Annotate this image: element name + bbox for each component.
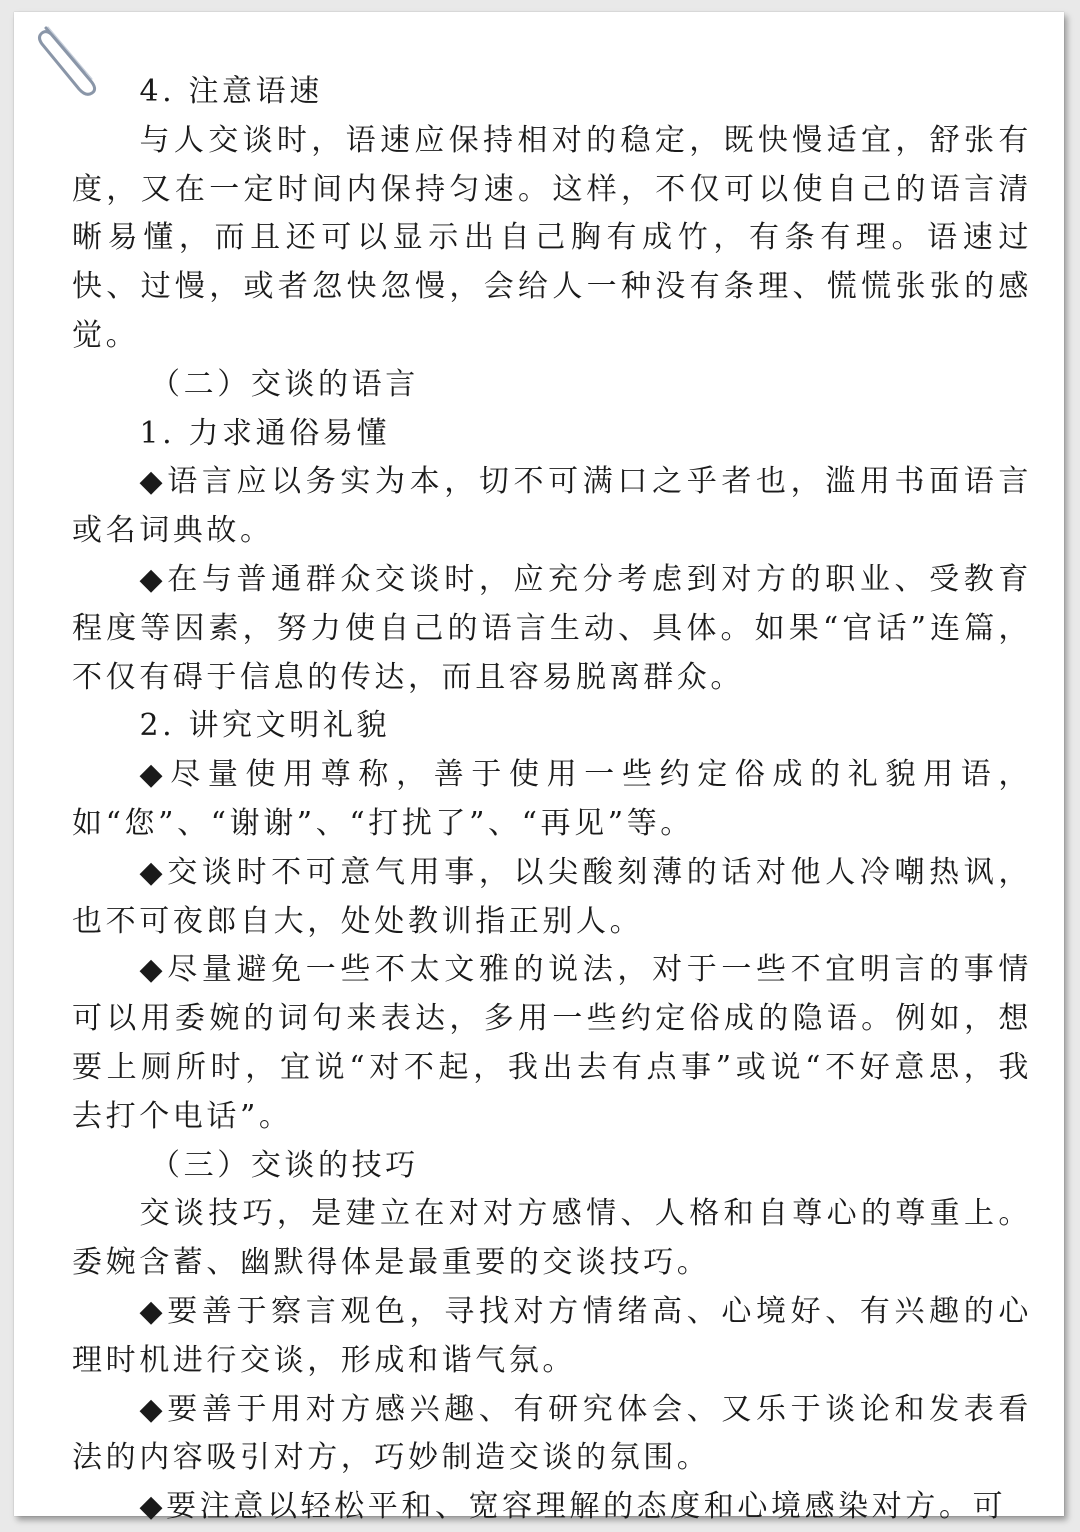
heading-speech-speed: 4. 注意语速	[139, 74, 323, 109]
bullet-paragraph: ◆语言应以务实为本，切不可满口之乎者也，滥用书面语言或名词典故。	[72, 464, 1032, 549]
heading-plain-language: 1. 力求通俗易懂	[139, 415, 391, 451]
bullet-paragraph: ◆要善于用对方感兴趣、有研究体会、又乐于谈论和发表看法的内容吸引对方，巧妙制造交谈的氛围。	[72, 1391, 1032, 1476]
paragraph-speech-speed: 与人交谈时，语速应保持相对的稳定，既快慢适宜，舒张有度，又在一定时间内保持匀速。这样，不仅可以使自己的语言清晰易懂，而且还可以显示出自己胸有成竹，有条有理。语速过快、过慢，或者忽快忽慢，会给人一种没有条理、慌慌张张的感觉。	[72, 122, 1032, 353]
bullet-paragraph: ◆在与普通群众交谈时，应充分考虑到对方的职业、受教育程度等因素，努力使自己的语言生动、具体。如果“官话”连篇，不仅有碍于信息的传达，而且容易脱离群众。	[72, 561, 1032, 695]
document-body	[72, 68, 1032, 1532]
heading-politeness: 2. 讲究文明礼貌	[139, 708, 391, 744]
paragraph-techniques: 交谈技巧，是建立在对对方感情、人格和自尊心的尊重上。委婉含蓄、幽默得体是最重要的交谈技巧。	[72, 1196, 1032, 1281]
bullet-paragraph: ◆尽量避免一些不太文雅的说法，对于一些不宜明言的事情可以用委婉的词句来表达，多用一些约定俗成的隐语。例如，想要上厕所时，宜说“对不起，我出去有点事”或说“不好意思，我去打个电话”。	[72, 952, 1032, 1134]
bullet-paragraph: ◆交谈时不可意气用事，以尖酸刻薄的话对他人冷嘲热讽，也不可夜郎自大，处处教训指正别人。	[72, 854, 1032, 939]
bullet-paragraph: ◆要注意以轻松平和、宽容理解的态度和心境感染对方。可	[139, 1489, 1007, 1525]
bullet-paragraph: ◆尽量使用尊称，善于使用一些约定俗成的礼貌用语，如“您”、“谢谢”、“打扰了”、“再见”等。	[72, 757, 1032, 841]
bullet-paragraph: ◆要善于察言观色，寻找对方情绪高、心境好、有兴趣的心理时机进行交谈，形成和谐气氛。	[72, 1293, 1032, 1378]
document-page	[14, 12, 1064, 1525]
section-heading-techniques: （三）交谈的技巧	[150, 1147, 419, 1183]
section-heading-language: （二）交谈的语言	[150, 366, 419, 402]
